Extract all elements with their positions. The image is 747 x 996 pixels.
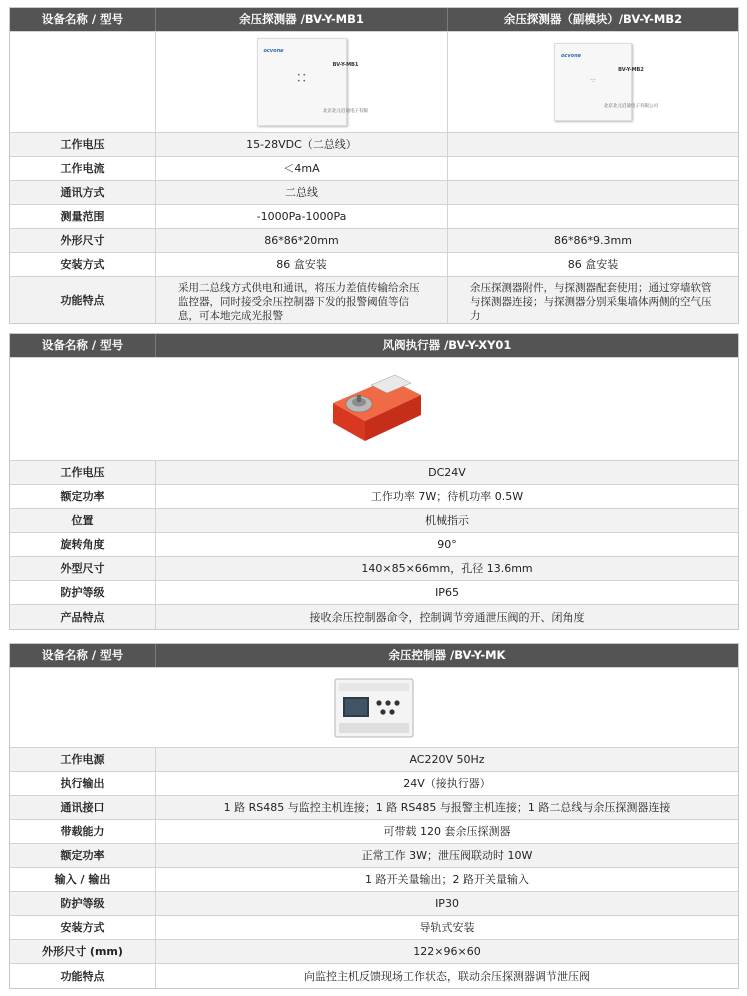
table-row: 功能特点 向监控主机反馈现场工作状态，联动余压探测器调节泄压阀 — [10, 964, 738, 988]
table-row: 位置 机械指示 — [10, 509, 738, 533]
table-header: 设备名称 / 型号 风阀执行器 /BV-Y-XY01 — [10, 334, 738, 358]
table-row: 产品特点 接收余压控制器命令，控制调节旁通泄压阀的开、闭角度 — [10, 605, 738, 629]
table-row: 额定功率 工作功率 7W；待机功率 0.5W — [10, 485, 738, 509]
actuator-spec-table — [9, 333, 739, 630]
table-row: 外型尺寸 140×85×66mm，孔径 13.6mm — [10, 557, 738, 581]
table-row: 外形尺寸 (mm) 122×96×60 — [10, 940, 738, 964]
header-model-mb2: 余压探测器（副模块）/BV-Y-MB2 — [503, 12, 683, 26]
table-row: 通讯接口 1 路 RS485 与监控主机连接；1 路 RS485 与报警主机连接；1 路二总线与余压探测器连接 — [10, 796, 738, 820]
header-model-xy01: 风阀执行器 /BV-Y-XY01 — [382, 338, 512, 352]
table-row: 工作电压 15-28VDC（二总线） — [10, 133, 738, 157]
table-row: 工作电压 DC24V — [10, 461, 738, 485]
table-row: 通讯方式 二总线 — [10, 181, 738, 205]
product-image-row — [10, 358, 738, 461]
header-label: 设备名称 / 型号 — [10, 8, 156, 31]
table-row: 外形尺寸 86*86*20mm 86*86*9.3mm — [10, 229, 738, 253]
table-row: 旋转角度 90° — [10, 533, 738, 557]
table-row: 输入 / 输出 1 路开关量输出；2 路开关量输入 — [10, 868, 738, 892]
product-image-row — [10, 32, 738, 133]
header-model-mk: 余压控制器 /BV-Y-MK — [388, 648, 506, 662]
table-row: 工作电流 ＜4mA — [10, 157, 738, 181]
table-row: 安装方式 86 盒安装 86 盒安装 — [10, 253, 738, 277]
table-header — [10, 8, 738, 32]
damper-actuator-image — [319, 369, 429, 449]
table-row: 防护等级 IP30 — [10, 892, 738, 916]
table-row: 带载能力 可带载 120 套余压探测器 — [10, 820, 738, 844]
header-model-mb1: 余压探测器 /BV-Y-MB1 — [156, 8, 448, 31]
product-image-row — [10, 668, 738, 748]
table-row: 测量范围 -1000Pa-1000Pa — [10, 205, 738, 229]
table-row: 工作电源 AC220V 50Hz — [10, 748, 738, 772]
controller-spec-table — [9, 643, 739, 989]
pressure-controller-image — [329, 675, 419, 741]
table-row: 安装方式 导轨式安装 — [10, 916, 738, 940]
table-row: 额定功率 正常工作 3W；泄压阀联动时 10W — [10, 844, 738, 868]
detector-mb1-image: ocvone BV-Y-MB1 • • • • 北京北元启迪电子有限 — [257, 38, 347, 126]
table-row: 功能特点 采用二总线方式供电和通讯，将压力差值传输给余压监控器，同时接受余压控制器下发的报警阈值等信息，可本地完成光报警 余压探测器附件，与探测器配套使用；通过穿墙软管与探测器连接；与探测器分别采集墙体两侧的空气压力 — [10, 277, 738, 323]
table-header: 设备名称 / 型号 余压控制器 /BV-Y-MK — [10, 644, 738, 668]
table-row: 防护等级 IP65 — [10, 581, 738, 605]
detector-spec-table — [9, 7, 739, 324]
table-row: 执行输出 24V（接执行器） — [10, 772, 738, 796]
detector-mb2-image: ocvone BV-Y-MB2 ·:· 北京北元启迪电子有限公司 — [554, 43, 632, 121]
